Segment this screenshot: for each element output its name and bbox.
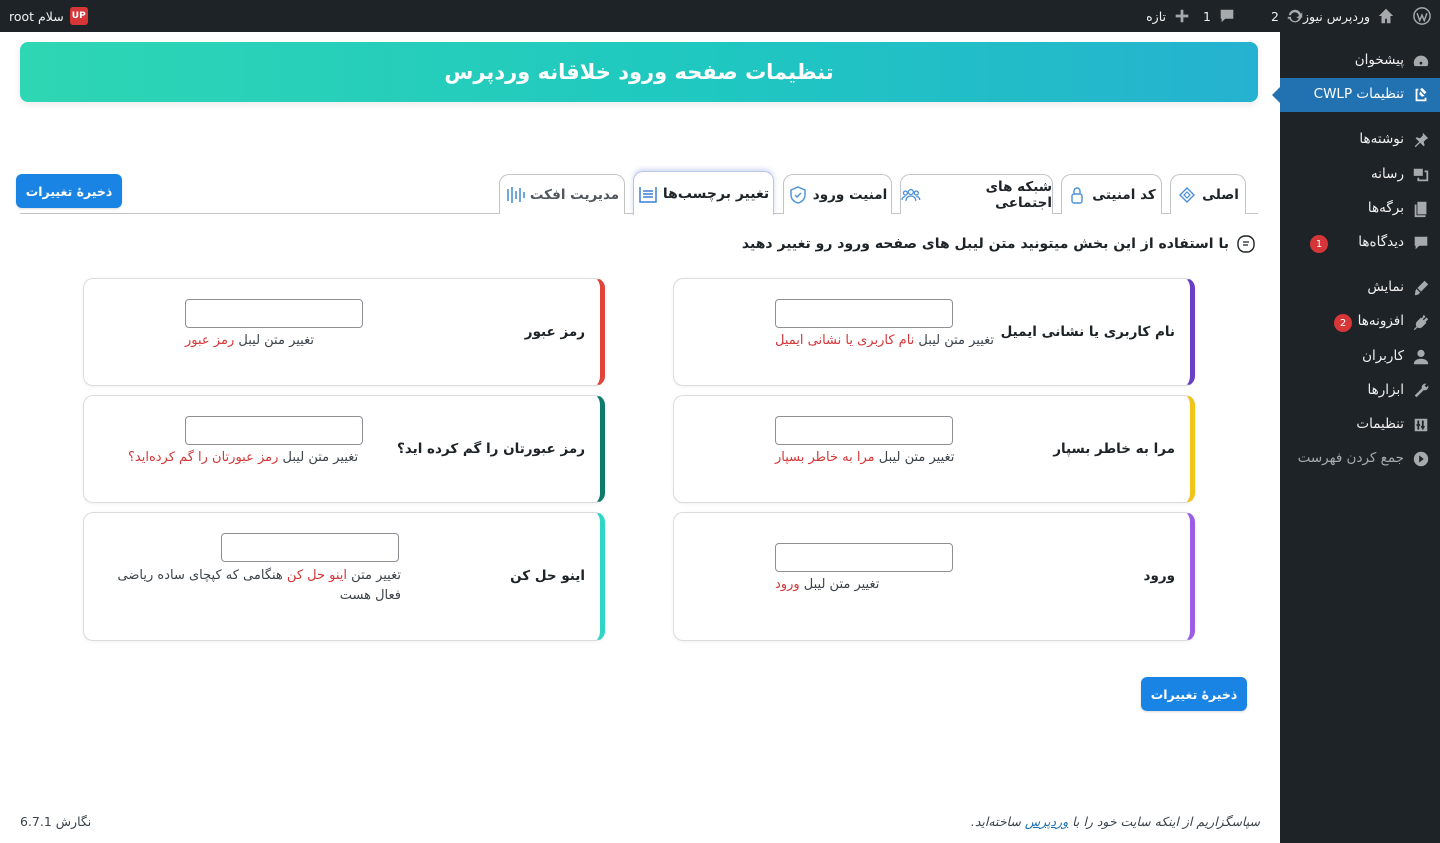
sidebar-label: افزونه‌ها [1357,313,1404,329]
sidebar-item-cwlp[interactable] [1280,78,1440,112]
desc-highlight: ورود [775,577,800,592]
tab-label: شبکه های اجتماعی [985,178,1052,211]
settings-icon [1411,415,1431,435]
lock-icon [1067,185,1087,205]
tab-change-labels[interactable] [633,171,774,215]
captcha-label-input[interactable] [221,533,399,562]
sidebar-item-plugins[interactable] [1280,305,1440,339]
card-desc [775,575,1055,595]
sidebar-item-comments[interactable] [1280,226,1440,260]
users-icon [1411,347,1431,367]
sidebar-item-appearance[interactable] [1280,271,1440,305]
home-icon [1376,6,1396,26]
greeting: سلام root [9,8,64,24]
card-username [673,278,1195,386]
plus-icon [1172,6,1192,26]
sidebar-label: رسانه [1371,166,1404,182]
sidebar-item-pages[interactable] [1280,192,1440,226]
card-desc [775,331,1055,351]
card-desc [185,331,365,351]
card-title: ورود [1143,568,1175,584]
pages-icon [1411,199,1431,219]
cwlp-icon [1411,85,1431,105]
card-lost-password [83,395,605,503]
sidebar-label: نوشته‌ها [1359,131,1404,147]
wordpress-link[interactable]: وردپرس [1024,814,1069,829]
lost-password-label-input[interactable] [185,416,363,445]
card-password [83,278,605,386]
card-title: نام کاربری یا نشانی ایمیل [1000,324,1175,340]
save-button-top[interactable]: ذخیرهٔ تغییرات [16,174,122,208]
sidebar-label: جمع کردن فهرست [1297,450,1404,466]
tab-label: امنیت ورود [812,186,888,203]
footer-version: نگارش 6.7.1 [20,814,92,829]
appearance-icon [1411,278,1431,298]
diamond-icon [1177,185,1197,205]
avatar: UP [70,7,88,25]
sidebar-label: تنظیمات [1356,416,1404,432]
plugins-icon [1411,312,1431,332]
desc-prefix: تغییر متن لیبل [878,450,955,465]
desc-prefix: تغییر متن لیبل [282,450,359,465]
tab-label: تغییر برچسب‌ها [662,185,770,202]
remember-label-input[interactable] [775,416,953,445]
sidebar-label: دیدگاه‌ها [1358,234,1404,250]
tab-effects[interactable] [499,174,625,214]
comment-icon [1217,6,1237,26]
comments-count: 1 [1203,8,1211,24]
username-label-input[interactable] [775,299,953,328]
intro-text [742,233,1257,255]
card-title: رمز عبور [524,324,585,340]
card-desc [128,448,368,468]
sidebar-label: کاربران [1362,348,1404,364]
new-content-link[interactable] [1146,0,1192,32]
shield-icon [788,185,808,205]
card-title: اینو حل کن [510,568,585,584]
card-title: مرا به خاطر بسپار [1053,441,1175,457]
card-title: رمز عبورتان را گم کرده اید؟ [397,441,585,457]
new-label: تازه [1146,8,1166,24]
dashboard-icon [1411,51,1431,71]
page-title: تنظیمات صفحه ورود خلاقانه وردپرس [444,60,834,84]
tab-main[interactable] [1170,174,1246,214]
tools-icon [1411,381,1431,401]
sidebar-label: نمایش [1367,279,1404,295]
media-icon [1411,165,1431,185]
sidebar-label: تنظیمات CWLP [1313,86,1404,102]
updates-count: 2 [1271,8,1279,24]
footer-thanks [971,814,1260,829]
desc-highlight: مرا به خاطر بسپار [775,450,875,465]
sidebar-collapse[interactable] [1280,442,1440,476]
pin-icon [1411,130,1431,150]
document-lines-icon [638,184,658,204]
desc-prefix: تغییر متن لیبل [918,333,995,348]
plugins-badge: 2 [1334,314,1352,332]
sidebar-label: پیشخوان [1354,52,1404,68]
sidebar-item-settings[interactable] [1280,408,1440,442]
desc-highlight: رمز عبور [185,333,235,348]
sidebar-item-dashboard[interactable] [1280,44,1440,78]
desc-prefix: تغییر متن [351,568,401,583]
desc-prefix: تغییر متن لیبل [803,577,880,592]
card-captcha-label [83,512,605,641]
wordpress-logo-icon[interactable] [1412,0,1432,32]
tab-captcha[interactable] [1061,174,1162,214]
site-name-link[interactable] [1303,0,1396,32]
sidebar-label: برگه‌ها [1367,200,1404,216]
save-button-bottom[interactable]: ذخیرهٔ تغییرات [1141,677,1247,711]
tab-social[interactable] [900,174,1053,214]
updates-icon [1285,6,1305,26]
page-title-banner [20,42,1258,102]
desc-prefix: تغییر متن لیبل [238,333,314,348]
sidebar-item-media[interactable] [1280,158,1440,192]
equalizer-icon [505,185,525,205]
admin-sidebar [1280,32,1440,843]
intro-label: با استفاده از این بخش میتونید متن لیبل های صفحه ورود رو تغییر دهید [741,236,1229,252]
card-login [673,512,1195,641]
card-desc [775,448,1055,468]
password-label-input[interactable] [185,299,363,328]
sidebar-item-posts[interactable] [1280,123,1440,157]
tab-login-security[interactable] [783,174,892,214]
note-icon [1235,233,1257,255]
footer-text: سپاسگزاریم از اینکه سایت خود را با [1072,814,1260,829]
desc-highlight: نام کاربری یا نشانی ایمیل [775,333,915,348]
group-icon [901,185,921,205]
footer-text: ساخته‌اید. [970,814,1021,829]
tab-label: اصلی [1202,186,1239,203]
sidebar-item-tools[interactable] [1280,374,1440,408]
site-name: وردپرس نیوز [1303,8,1370,24]
comments-icon [1411,233,1431,253]
comments-badge: 1 [1310,235,1328,253]
tab-label: کد امنیتی [1092,186,1156,203]
login-label-input[interactable] [775,543,953,572]
sidebar-label: ابزارها [1367,382,1404,398]
comments-link[interactable] [1203,0,1237,32]
admin-bar [0,0,1440,32]
card-remember [673,395,1195,503]
desc-suffix: هنگامی که کپچای ساده ریاضی فعال هست [117,568,401,603]
tab-label: مدیریت افکت [529,186,620,203]
sidebar-item-users[interactable] [1280,340,1440,374]
desc-highlight: رمز عبورتان را گم کرده‌اید؟ [128,450,279,465]
account-menu[interactable] [9,0,88,32]
desc-highlight: اینو حل کن [286,568,348,583]
collapse-icon [1411,449,1431,469]
card-desc [101,566,401,606]
updates-link[interactable] [1271,0,1305,32]
